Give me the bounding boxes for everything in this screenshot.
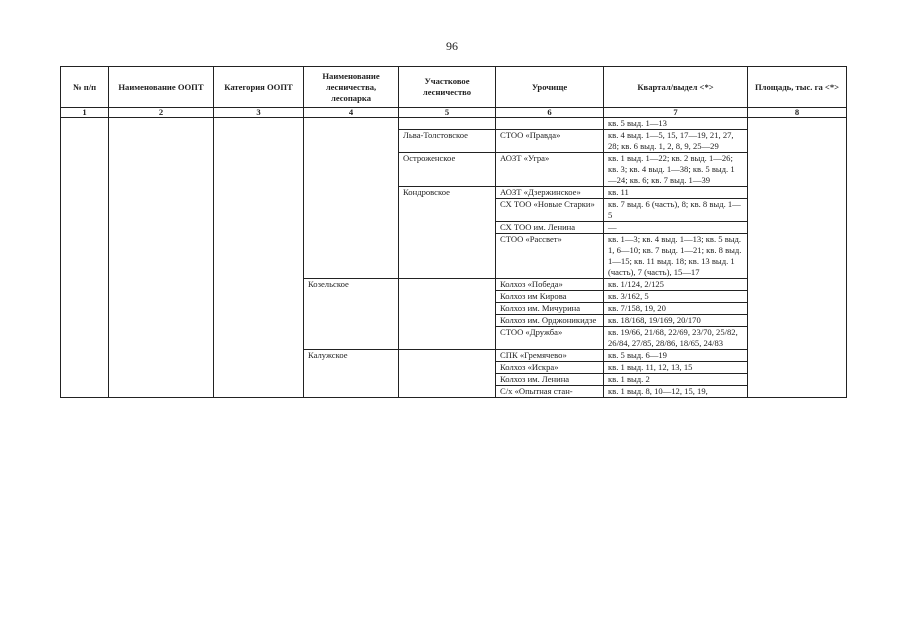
cell-urochische: СТОО «Рассвет» [496,234,604,279]
cell-area [748,118,847,398]
cell-oopt-name [109,118,214,398]
header-cell: Квартал/выдел <*> [604,67,748,108]
cell-kvartal: кв. 1 выд. 11, 12, 13, 15 [604,362,748,374]
cell-urochische: Колхоз им. Мичурина [496,303,604,315]
cell-lesnichestvo: Козельское [304,279,399,350]
cell-urochische: Колхоз им. Орджоникидзе [496,315,604,327]
cell-uchastkovoe: Остроженское [399,153,496,187]
header-cell: Площадь, тыс. га <*> [748,67,847,108]
cell-uchastkovoe [399,118,496,130]
cell-kvartal: — [604,222,748,234]
column-number: 5 [399,108,496,118]
cell-urochische: С/х «Опытная стан- [496,386,604,398]
cell-urochische [496,118,604,130]
cell-kvartal: кв. 5 выд. 1—13 [604,118,748,130]
cell-uchastkovoe [399,350,496,398]
cell-oopt-category [214,118,304,398]
cell-urochische: Колхоз им. Ленина [496,374,604,386]
cell-urochische: АОЗТ «Дзержинское» [496,187,604,199]
cell-kvartal: кв. 19/66, 21/68, 22/69, 23/70, 25/82, 26/84, 27/85, 28/86, 18/65, 24/83 [604,327,748,350]
column-number: 4 [304,108,399,118]
cell-number [61,118,109,398]
cell-kvartal: кв. 3/162, 5 [604,291,748,303]
header-cell: Категория ООПТ [214,67,304,108]
column-number: 2 [109,108,214,118]
cell-kvartal: кв. 18/168, 19/169, 20/170 [604,315,748,327]
cell-kvartal: кв. 1/124, 2/125 [604,279,748,291]
cell-kvartal: кв. 11 [604,187,748,199]
cell-urochische: СХ ТОО «Новые Старки» [496,199,604,222]
column-number: 3 [214,108,304,118]
cell-urochische: АОЗТ «Угра» [496,153,604,187]
cell-kvartal: кв. 1 выд. 2 [604,374,748,386]
column-number: 6 [496,108,604,118]
column-number: 8 [748,108,847,118]
header-cell: Наименование ООПТ [109,67,214,108]
cell-kvartal: кв. 7 выд. 6 (часть), 8; кв. 8 выд. 1—5 [604,199,748,222]
cell-urochische: Колхоз «Победа» [496,279,604,291]
cell-urochische: СТОО «Дружба» [496,327,604,350]
header-cell: № п/п [61,67,109,108]
cell-kvartal: кв. 7/158, 19, 20 [604,303,748,315]
cell-kvartal: кв. 5 выд. 6—19 [604,350,748,362]
table-row [61,118,847,130]
oopt-table [60,66,847,398]
cell-urochische: Колхоз «Искра» [496,362,604,374]
cell-kvartal: кв. 1—3; кв. 4 выд. 1—13; кв. 5 выд. 1, 6—10; кв. 7 выд. 1—21; кв. 8 выд. 1—15; кв. 11 выд. 18; кв. 13 выд. 1 (часть), 7 (часть), 15—17 [604,234,748,279]
page-number: 96 [446,39,458,53]
header-row [61,67,847,108]
cell-uchastkovoe: Льва-Толстовское [399,130,496,153]
column-number: 7 [604,108,748,118]
header-cell: Участковое лесничество [399,67,496,108]
cell-uchastkovoe: Кондровское [399,187,496,279]
cell-urochische: СТОО «Правда» [496,130,604,153]
cell-urochische: СПК «Гремячево» [496,350,604,362]
cell-urochische: СХ ТОО им. Ленина [496,222,604,234]
cell-uchastkovoe [399,279,496,350]
header-cell: Наименование лесничества, лесопарка [304,67,399,108]
cell-urochische: Колхоз им Кирова [496,291,604,303]
cell-lesnichestvo: Калужское [304,350,399,398]
header-cell: Урочище [496,67,604,108]
column-number: 1 [61,108,109,118]
cell-kvartal: кв. 1 выд. 8, 10—12, 15, 19, [604,386,748,398]
cell-kvartal: кв. 1 выд. 1—22; кв. 2 выд. 1—26; кв. 3; кв. 4 выд. 1—38; кв. 5 выд. 1—24; кв. 6; кв. 7 выд. 1—39 [604,153,748,187]
column-number-row [61,108,847,118]
cell-lesnichestvo [304,118,399,279]
cell-kvartal: кв. 4 выд. 1—5, 15, 17—19, 21, 27, 28; кв. 6 выд. 1, 2, 8, 9, 25—29 [604,130,748,153]
